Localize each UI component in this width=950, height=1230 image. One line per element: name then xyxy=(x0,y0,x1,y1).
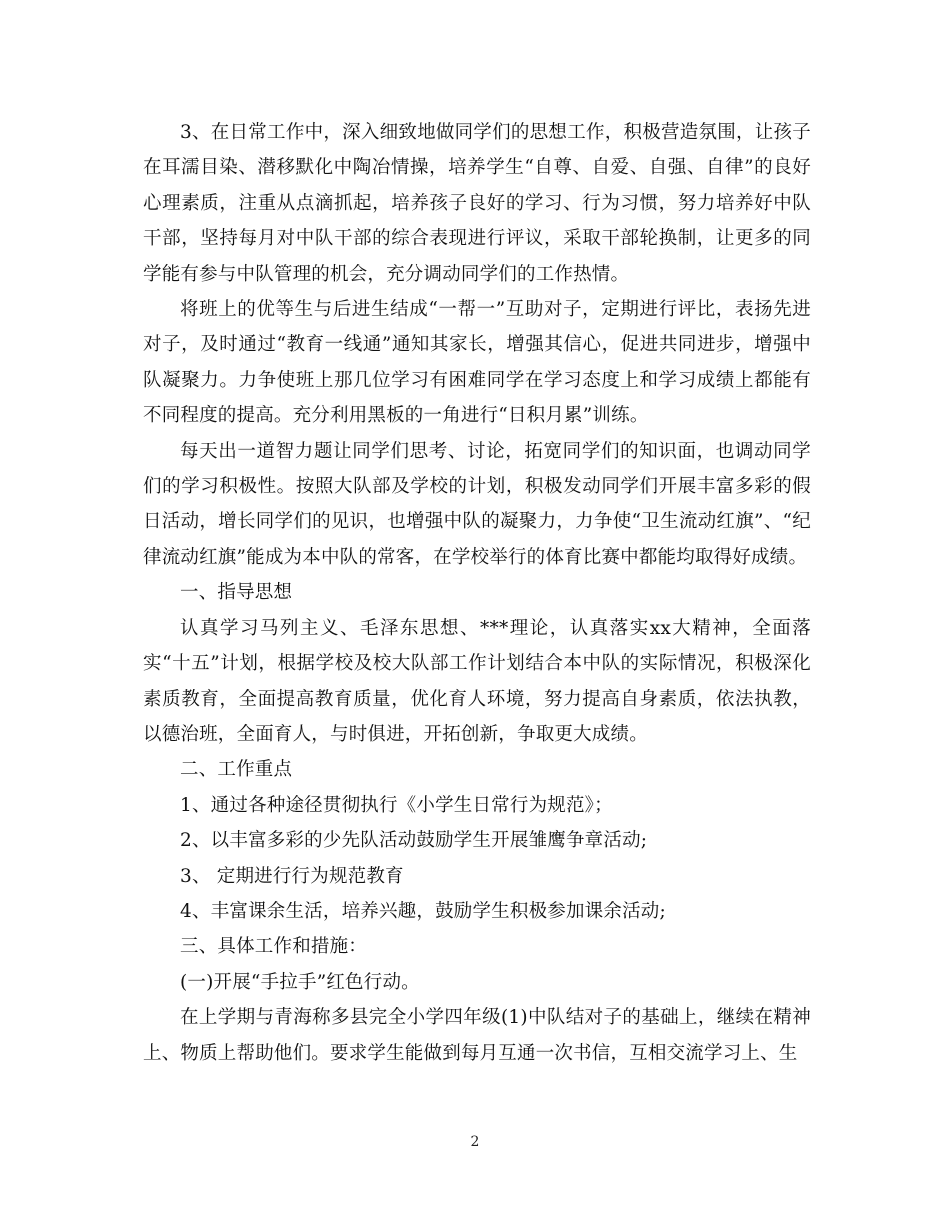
section-heading-measures: 三、具体工作和措施： xyxy=(180,936,368,958)
paragraph-hand-in-hand: 在上学期与青海称多县完全小学四年级(1)中队结对子的基础上，继续在精神上、物质上帮助他们。要求学生能做到每月互通一次书信，互相交流学习上、生 xyxy=(143,1007,811,1064)
document-body xyxy=(143,115,811,1071)
paragraph-daily-puzzle: 每天出一道智力题让同学们思考、讨论，拓宽同学们的知识面，也调动同学们的学习积极性。按照大队部及学校的计划，积极发动同学们开展丰富多彩的假日活动，增长同学们的见识，也增强中队的凝聚力，力争使“卫生流动红旗”、“纪律流动红旗”能成为本中队的常客，在学校举行的体育比赛中都能均取得好成绩。 xyxy=(143,440,811,568)
paragraph-daily-work: 3、在日常工作中，深入细致地做同学们的思想工作，积极营造氛围，让孩子在耳濡目染、潜移默化中陶冶情操，培养学生“自尊、自爱、自强、自律”的良好心理素质，注重从点滴抓起，培养孩子良好的学习、行为习惯，努力培养好中队干部，坚持每月对中队干部的综合表现进行评议，采取干部轮换制，让更多的同学能有参与中队管理的机会，充分调动同学们的工作热情。 xyxy=(143,122,811,285)
list-item-focus-1: 1、通过各种途径贯彻执行《小学生日常行为规范》； xyxy=(180,794,613,816)
list-item-focus-3: 3、 定期进行行为规范教育 xyxy=(180,865,404,887)
list-item-focus-2: 2、以丰富多彩的少先队活动鼓励学生开展雏鹰争章活动; xyxy=(180,830,648,852)
list-item-focus-4: 4、丰富课余生活，培养兴趣，鼓励学生积极参加课余活动; xyxy=(180,900,666,922)
paragraph-mutual-help: 将班上的优等生与后进生结成“一帮一”互助对子，定期进行评比，表扬先进对子，及时通过“教育一线通”通知其家长，增强其信心，促进共同进步，增强中队凝聚力。力争使班上那几位学习有困难同学在学习态度上和学习成绩上都能有不同程度的提高。充分利用黑板的一角进行“日积月累”训练。 xyxy=(143,299,811,427)
page-number: 2 xyxy=(470,1134,480,1150)
section-heading-guiding-ideology: 一、指导思想 xyxy=(180,582,293,604)
subsection-heading-hand-in-hand: (一)开展“手拉手”红色行动。 xyxy=(180,971,420,993)
section-heading-work-focus: 二、工作重点 xyxy=(180,759,293,781)
paragraph-guiding-ideology: 认真学习马列主义、毛泽东思想、***理论，认真落实xx大精神，全面落实“十五”计划，根据学校及校大队部工作计划结合本中队的实际情况，积极深化素质教育，全面提高教育质量，优化育人环境，努力提高自身素质，依法执教，以德治班，全面育人，与时俱进，开拓创新，争取更大成绩。 xyxy=(143,617,811,745)
